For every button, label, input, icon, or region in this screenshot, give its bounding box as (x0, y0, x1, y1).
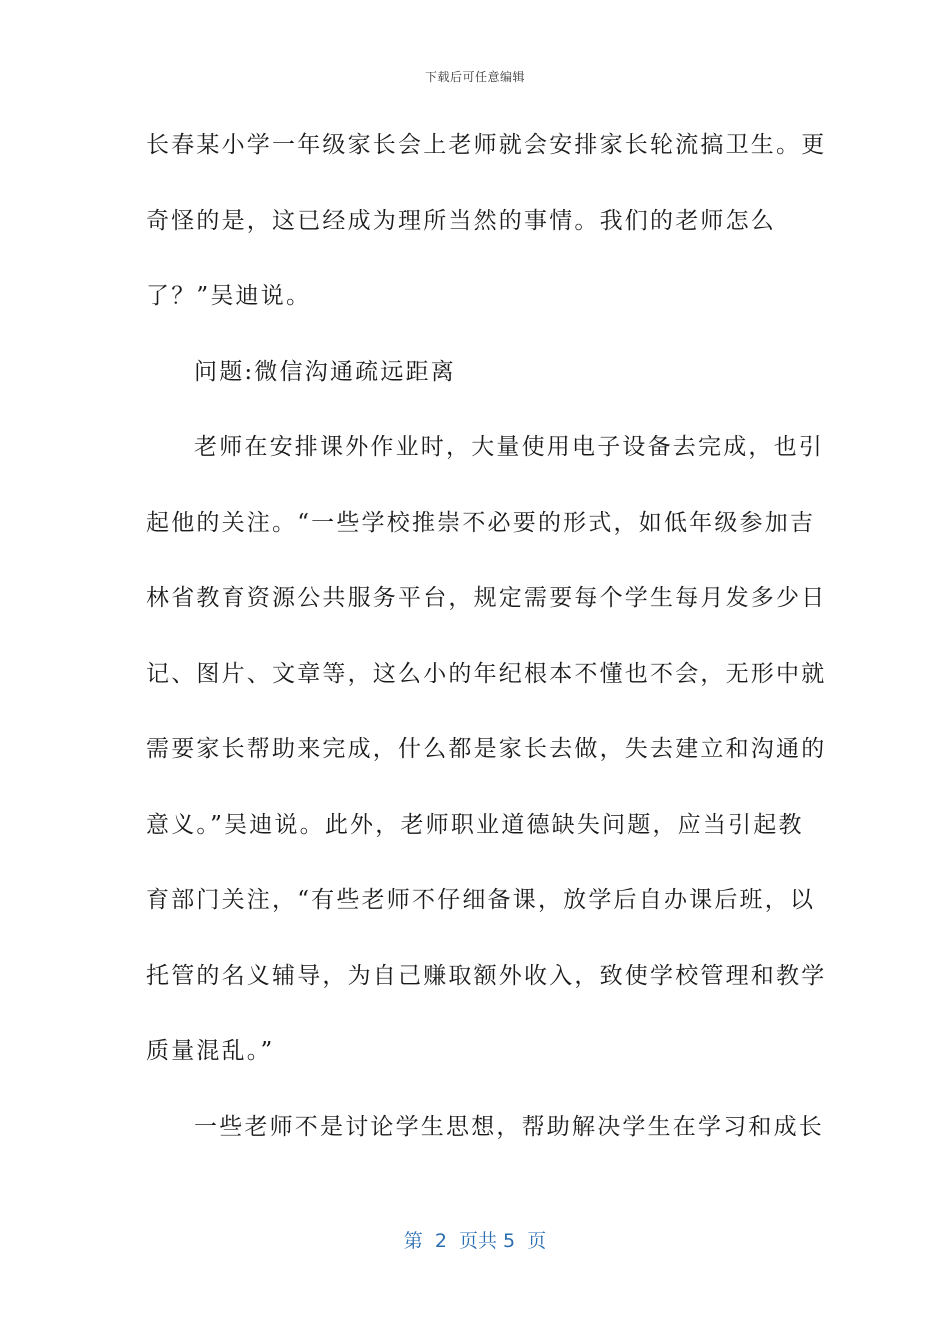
header-note: 下载后可任意编辑 (424, 70, 525, 84)
text-line: 长春某小学一年级家长会上老师就会安排家长轮流搞卫生。更 (146, 132, 827, 158)
text-line: 老师在安排课外作业时，大量使用电子设备去完成，也引 (194, 434, 824, 460)
text-line: 一些老师不是讨论学生思想，帮助解决学生在学习和成长 (194, 1113, 824, 1140)
text-line: 奇怪的是，这已经成为理所当然的事情。我们的老师怎么 (146, 207, 776, 234)
text-line: 林省教育资源公共服务平台，规定需要每个学生每月发多少日 (146, 585, 827, 611)
text-line: 意义。”吴迪说。此外，老师职业道德缺失问题，应当引起教 (146, 811, 804, 838)
document-body (146, 124, 827, 1181)
page-number-footer: 第 2 页共 5 页 (403, 1230, 547, 1252)
text-line: 育部门关注，“有些老师不仔细备课，放学后自办课后班，以 (146, 887, 816, 913)
text-line: 起他的关注。“一些学校推崇不必要的形式，如低年级参加吉 (146, 509, 816, 536)
text-line: 记、图片、文章等，这么小的年纪根本不懂也不会，无形中就 (146, 660, 827, 687)
text-line: 托管的名义辅导，为自己赚取额外收入，致使学校管理和教学 (146, 962, 827, 989)
text-line: 质量混乱。” (146, 1038, 275, 1064)
section-heading: 问题:微信沟通疏远距离 (194, 358, 456, 385)
text-line: 需要家长帮助来完成，什么都是家长去做，失去建立和沟通的 (146, 736, 827, 762)
text-line: 了？”吴迪说。 (146, 283, 312, 309)
